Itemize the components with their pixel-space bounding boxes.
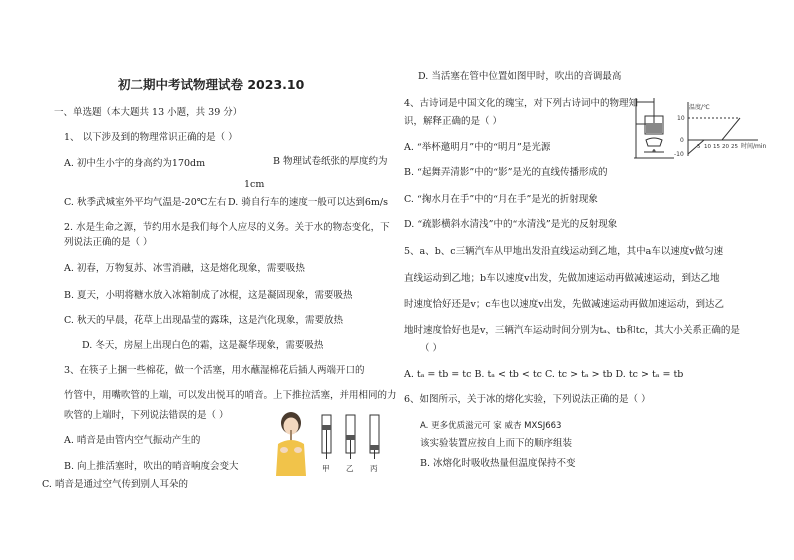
- q4-stem-line1: 4、古诗词是中国文化的瑰宝，对下列古诗词中的物理知: [404, 98, 639, 109]
- q3-option-b: B. 向上推活塞时，吹出的哨音响度会变大: [64, 461, 239, 472]
- q5-answer-blank: （ ）: [420, 343, 443, 354]
- graph-ytick-neg10: -10: [674, 151, 684, 158]
- q6-option-b: B. 冰熔化时吸收热量但温度保持不变: [420, 458, 576, 469]
- graph-ytick-0: 0: [680, 137, 684, 144]
- q2-option-b: B. 夏天，小明将糖水放入冰箱制成了冰棍，这是凝固现象，需要吸热: [64, 290, 353, 301]
- q4-option-d: D. “疏影横斜水清浅”中的“水清浅”是光的反射现象: [404, 219, 618, 230]
- q5-line1: 5、a、b、c三辆汽车从甲地出发沿直线运动到乙地，其中a车以速度v做匀速: [404, 246, 724, 257]
- q5-options: A. tₐ = tb = tc B. tₐ < tb < tc C. tc > tₐ > tb D. tc > tₐ = tb: [404, 369, 684, 380]
- q2-option-c: C. 秋天的早晨，花草上出现晶莹的露珠，这是汽化现象，需要放热: [64, 315, 343, 326]
- temperature-time-graph: [674, 100, 784, 158]
- melting-apparatus-figure: [632, 96, 676, 162]
- q2-stem-line1: 2. 水是生命之源，节约用水是我们每个人应尽的义务。关于水的物态变化，下: [64, 222, 390, 233]
- graph-xtick-20: 20: [722, 144, 729, 150]
- q3-stem-line2: 竹管中，用嘴吹管的上端，可以发出悦耳的哨音。上下推拉活塞，并用相同的力: [64, 390, 397, 401]
- q5-line4: 地时速度恰好也是v，三辆汽车运动时间分别为tₐ、tb和tc，其大小关系正确的是: [404, 325, 740, 336]
- q3-option-c: C. 哨音是通过空气传到别人耳朵的: [42, 479, 188, 490]
- tube-label-yi: 乙: [346, 464, 354, 473]
- graph-xtick-25: 25: [731, 144, 738, 150]
- graph-xtick-10: 10: [704, 144, 711, 150]
- q5-line3: 时速度恰好还是v；c车也以速度v出发，先做减速运动再做加速运动，到达乙: [404, 299, 725, 310]
- q1-option-b-value: 1cm: [244, 179, 265, 190]
- tube-label-jia: 甲: [322, 464, 330, 473]
- tube-label-bing: 丙: [370, 464, 378, 473]
- q2-stem-line2: 列说法正确的是（ ）: [64, 237, 153, 248]
- graph-xtick-15: 15: [713, 144, 720, 150]
- q4-option-b: B. “起舞弄清影”中的“影”是光的直线传播形成的: [404, 167, 608, 178]
- q2-option-a: A. 初春，万物复苏、冰雪消融，这是熔化现象，需要吸热: [64, 263, 305, 274]
- q6-option-a-text: 该实验装置应按自上而下的顺序组装: [420, 438, 573, 449]
- q6-option-a: A. 更多优质滋元可 家 威杏 MXSJ663: [420, 421, 562, 431]
- q1-option-d: D. 骑自行车的速度一般可以达到6m/s: [228, 197, 388, 208]
- three-tubes-figure: [316, 413, 390, 461]
- graph-xtick-5: 5: [697, 144, 701, 150]
- q4-stem-line2: 识，解释正确的是（ ）: [404, 116, 503, 127]
- graph-ytick-10: 10: [677, 115, 685, 122]
- q3-stem-line1: 3、在筷子上捆一些棉花，做一个活塞，用水蘸湿棉花后插人两端开口的: [64, 365, 365, 376]
- q4-option-c: C. “掬水月在手”中的“月在手”是光的折射现象: [404, 194, 598, 205]
- q1-option-c: C. 秋季武城室外平均气温是-20℃左右: [64, 197, 227, 208]
- section-heading: 一、单选题（本大题共 13 小题，共 39 分）: [54, 107, 243, 118]
- q5-line2: 直线运动到乙地；b车以速度v出发，先做加速运动再做减速运动，到达乙地: [404, 273, 720, 284]
- graph-x-label: 时间/min: [741, 143, 767, 150]
- exam-title: 初二期中考试物理试卷 2023.10: [118, 77, 305, 92]
- q3-option-a: A. 哨音是由管内空气振动产生的: [64, 435, 201, 446]
- q1-option-b: B 物理试卷纸张的厚度约为: [273, 156, 388, 167]
- q4-option-a: A. “举杯邀明月”中的“明月”是光源: [404, 142, 551, 153]
- q3-stem-line3: 吹管的上端时，下列说法错误的是（ ）: [64, 410, 229, 421]
- q1-option-a: A. 初中生小宇的身高约为170dm: [64, 158, 206, 169]
- q3-option-d: D. 当活塞在管中位置如图甲时，吹出的音调最高: [418, 71, 622, 82]
- q2-option-d: D. 冬天，房屋上出现白色的霜，这是凝华现象，需要吸热: [82, 340, 324, 351]
- graph-y-label: 温度/℃: [689, 104, 710, 111]
- q1-stem: 1、 以下涉及到的物理常识正确的是（ ）: [64, 132, 238, 143]
- girl-blowing-whistle-illustration: [270, 410, 312, 476]
- q6-stem: 6、如图所示，关于冰的熔化实验，下列说法正确的是（ ）: [404, 394, 651, 405]
